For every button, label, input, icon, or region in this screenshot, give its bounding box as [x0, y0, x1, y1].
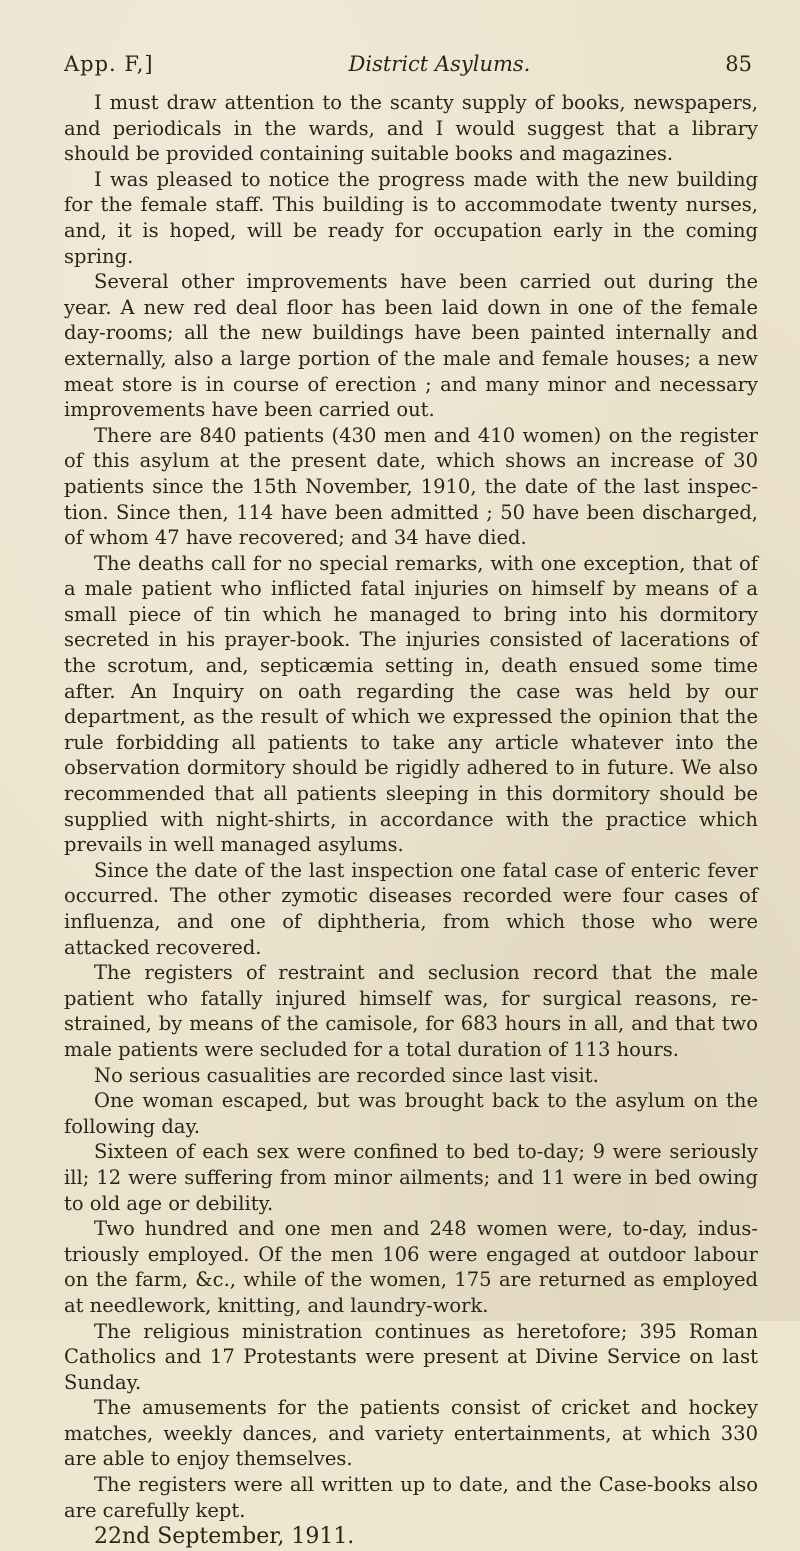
paragraph-deaths: The deaths call for no special remarks, with one exception, that of a male patient who inflicted fatal injuries on himself by means of a small piece of tin which he managed to bring into his dormitory secreted in his prayer-book. The injuries consisted of lacerations of the scrotum, and, septicæmia setting in, death ensued some time after. An Inquiry on oath regarding the case was held by our department, as the result of which we expressed the opinion that the rule forbidding all patients to take any article whatever into the observation dormitory should be rigidly adhered to in future. We also recommended that all patients sleeping in this dormitory should be supplied with night-shirts, in accordance with the practice which prevails in well managed asylums. — [64, 551, 758, 857]
paragraph-casualties: No serious casualities are recorded since last visit. — [94, 1063, 599, 1087]
paragraph-restraint: The registers of restraint and seclusion record that the male patient who fatally injured himself was, for surgical reasons, re-strained, by means of the camisole, for 683 hours in all, and that two male patients were secluded for a total duration of 113 hours. — [64, 961, 758, 1061]
paragraph-registers: The registers were all written up to date, and the Case-books also are carefully kept. — [64, 1473, 758, 1522]
running-head — [64, 52, 758, 76]
page-number: 85 — [725, 52, 752, 76]
paragraph-confined-to-bed: Sixteen of each sex were confined to bed to-day; 9 were seriously ill; 12 were suffering from minor ailments; and 11 were in bed owing to old age or debility. — [64, 1140, 758, 1215]
report-date: 22nd September, 1911. — [94, 1524, 355, 1550]
paragraph-amusements: The amusements for the patients consist of cricket and hockey matches, weekly dances, and variety entertainments, at which 330 are able to enjoy themselves. — [64, 1396, 758, 1471]
paragraph-escape: One woman escaped, but was brought back to the asylum on the following day. — [64, 1089, 758, 1138]
paragraph-diseases: Since the date of the last inspection one fatal case of enteric fever occurred. The other zymotic diseases recorded were four cases of influenza, and one of diphtheria, from which those who were attacked recovered. — [64, 858, 758, 959]
paragraph-library: I must draw attention to the scanty supply of books, newspapers, and periodicals in the wards, and I would suggest that a library should be provided containing suitable books and magazines. — [64, 91, 758, 166]
paragraph-religious: The religious ministration continues as heretofore; 395 Roman Catholics and 17 Protestants were present at Divine Service on last Sunday. — [64, 1319, 758, 1394]
paragraph-employment: Two hundred and one men and 248 women were, to-day, indus-triously employed. Of the men 106 were engaged at outdoor labour on the farm, &c., while of the women, 175 are returned as employed at needlework, knitting, and laundry-work. — [64, 1217, 758, 1317]
section-title: District Asylums. — [348, 52, 531, 76]
paragraph-new-building: I was pleased to notice the progress made with the new building for the female staff. This building is to accommodate twenty nurses, and, it is hoped, will be ready for occupation early in the coming spring. — [64, 167, 758, 268]
paragraph-patient-register: There are 840 patients (430 men and 410 women) on the register of this asylum at the present date, which shows an increase of 30 patients since the 15th November, 1910, the date of the last inspec-tion. Since then, 114 have been admitted ; 50 have been discharged, of whom 47 have recovered; and 34 have died. — [64, 423, 758, 550]
appendix-label: App. F,] — [64, 52, 154, 76]
paragraph-improvements: Several other improvements have been carried out during the year. A new red deal floor has been laid down in one of the female day-rooms; all the new buildings have been painted internally and externally, also a large portion of the male and female houses; a new meat store is in course of erection ; and many minor and necessary improvements have been carried out. — [64, 270, 758, 422]
report-body — [64, 90, 758, 1523]
